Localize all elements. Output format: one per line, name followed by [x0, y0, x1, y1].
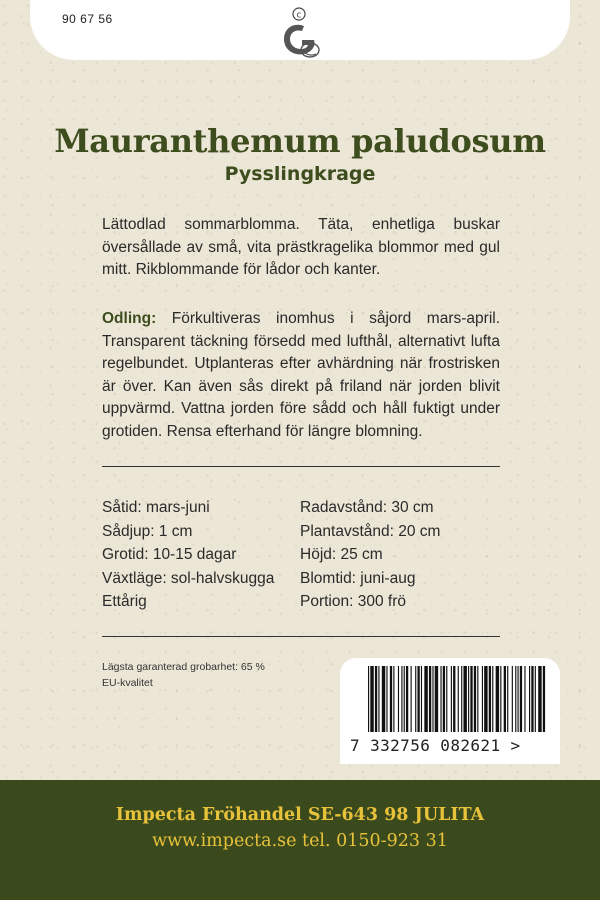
germination-guarantee: Lägsta garanterad grobarhet: 65 % — [102, 661, 265, 673]
fact-flowering-time: Blomtid: juni-aug — [300, 569, 416, 587]
barcode-digits: 7 332756 082621 > — [350, 736, 521, 755]
barcode — [340, 658, 560, 764]
fact-location: Växtläge: sol-halvskugga — [102, 569, 275, 587]
fact-row-spacing: Radavstånd: 30 cm — [300, 499, 434, 516]
footer-band — [0, 780, 600, 900]
fine-print — [102, 659, 265, 691]
divider-bottom — [102, 636, 500, 637]
article-number: 90 67 56 — [62, 12, 113, 26]
footer-company: Impecta Fröhandel SE-643 98 JULITA — [115, 805, 485, 825]
intro-description: Lättodlad sommarblomma. Täta, enhetliga buskar översållade av små, vita prästkragelika blommor med gul mitt. Rikblommande för lådor och kanter. — [102, 216, 500, 278]
fact-height: Höjd: 25 cm — [300, 546, 383, 564]
svg-text:c: c — [296, 10, 302, 21]
divider-top — [102, 466, 500, 467]
fact-plant-spacing: Plantavstånd: 20 cm — [300, 522, 441, 540]
eu-quality-label: EU-kvalitet — [102, 677, 153, 689]
cultivation-section — [102, 308, 500, 443]
barcode-bars — [368, 666, 546, 734]
impecta-seed-logo-icon — [274, 6, 324, 62]
fact-germination-time: Grotid: 10-15 dagar — [102, 546, 237, 564]
fact-portion: Portion: 300 frö — [300, 593, 406, 611]
cultivation-label: Odling: — [102, 310, 157, 327]
cultivation-text: Förkultiveras inomhus i såjord mars-april. Transparent täckning försedd med lufthål, alternativt lufta regelbundet. Utplanteras efter avhärdning när frostrisken är över. Kan även sås direkt på friland när jorden blivit uppvärmd. Vattna jorden före sådd och håll fuktigt under grotiden. Rensa efterhand för längre blomning. — [102, 310, 501, 440]
facts-left-column — [102, 496, 274, 614]
fact-sowing-depth: Sådjup: 1 cm — [102, 522, 193, 540]
latin-name: Mauranthemum paludosum — [54, 122, 546, 160]
footer-contact: www.impecta.se tel. 0150-923 31 — [152, 831, 448, 851]
fact-sowing-time: Såtid: mars-juni — [102, 499, 210, 516]
fact-lifecycle: Ettårig — [102, 593, 147, 611]
common-name: Pysslingkrage — [224, 163, 376, 185]
title-block — [0, 122, 600, 186]
facts-right-column — [300, 496, 440, 614]
